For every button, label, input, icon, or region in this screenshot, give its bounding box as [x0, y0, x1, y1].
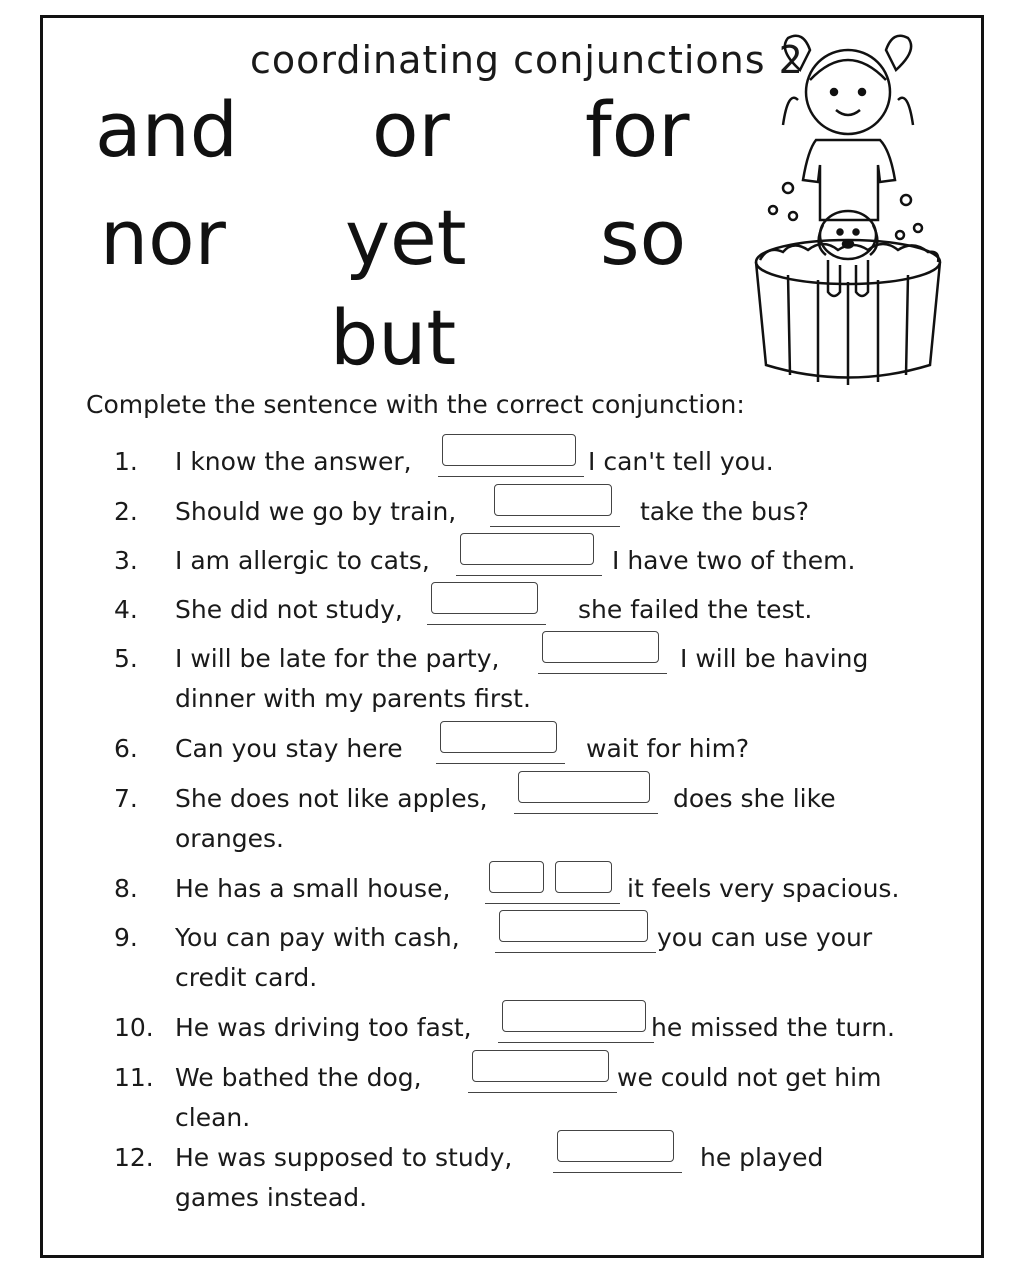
question-number: 10. [114, 1013, 154, 1042]
question-number: 1. [114, 447, 138, 476]
answer-box[interactable] [442, 434, 576, 466]
question-text-before: He was supposed to study, [175, 1143, 513, 1172]
question-number: 6. [114, 734, 138, 763]
answer-box[interactable] [518, 771, 650, 803]
question-number: 3. [114, 546, 138, 575]
question-text-before: She does not like apples, [175, 784, 488, 813]
question-number: 9. [114, 923, 138, 952]
answer-box[interactable] [499, 910, 648, 942]
conjunction-yet: yet [345, 193, 467, 282]
answer-box[interactable] [472, 1050, 609, 1082]
answer-box[interactable] [542, 631, 659, 663]
answer-underline [551, 903, 620, 904]
question-text-continued: dinner with my parents first. [175, 684, 531, 713]
question-text-continued: clean. [175, 1103, 251, 1132]
question-number: 12. [114, 1143, 154, 1172]
worksheet-title: coordinating conjunctions 2 [250, 38, 804, 82]
question-number: 5. [114, 644, 138, 673]
question-text-before: You can pay with cash, [175, 923, 460, 952]
question-text-continued: credit card. [175, 963, 318, 992]
question-text-after: he played [700, 1143, 824, 1172]
question-text-after: wait for him? [586, 734, 750, 763]
question-number: 4. [114, 595, 138, 624]
question-text-before: We bathed the dog, [175, 1063, 422, 1092]
question-text-after: he missed the turn. [651, 1013, 895, 1042]
question-text-before: I will be late for the party, [175, 644, 500, 673]
answer-box[interactable] [431, 582, 538, 614]
answer-underline [498, 1042, 654, 1043]
answer-underline [427, 624, 546, 625]
question-text-before: He was driving too fast, [175, 1013, 472, 1042]
conjunction-for: for [585, 85, 690, 174]
answer-box[interactable] [502, 1000, 646, 1032]
answer-underline [468, 1092, 617, 1093]
question-text-before: Should we go by train, [175, 497, 457, 526]
answer-underline [553, 1172, 682, 1173]
answer-underline [538, 673, 667, 674]
answer-underline [456, 575, 602, 576]
answer-underline [438, 476, 584, 477]
question-number: 2. [114, 497, 138, 526]
question-number: 11. [114, 1063, 154, 1092]
answer-box[interactable] [555, 861, 612, 893]
conjunction-nor: nor [100, 193, 226, 282]
question-text-after: you can use your [657, 923, 873, 952]
question-number: 8. [114, 874, 138, 903]
question-text-after: I will be having [680, 644, 869, 673]
answer-box[interactable] [494, 484, 612, 516]
question-text-before: Can you stay here [175, 734, 403, 763]
answer-underline [514, 813, 658, 814]
answer-box[interactable] [440, 721, 557, 753]
question-text-continued: oranges. [175, 824, 284, 853]
answer-underline [490, 526, 620, 527]
answer-box[interactable] [489, 861, 544, 893]
conjunction-but: but [330, 293, 457, 382]
question-number: 7. [114, 784, 138, 813]
conjunction-and: and [95, 85, 238, 174]
question-text-after: she failed the test. [578, 595, 813, 624]
answer-underline [495, 952, 656, 953]
conjunction-or: or [372, 85, 450, 174]
question-text-before: I know the answer, [175, 447, 412, 476]
question-text-after: I have two of them. [612, 546, 856, 575]
question-text-after: we could not get him [617, 1063, 882, 1092]
instruction-text: Complete the sentence with the correct conjunction: [86, 390, 745, 419]
question-text-before: He has a small house, [175, 874, 451, 903]
question-text-before: I am allergic to cats, [175, 546, 430, 575]
answer-box[interactable] [460, 533, 594, 565]
answer-box[interactable] [557, 1130, 674, 1162]
question-text-after: does she like [673, 784, 836, 813]
conjunction-so: so [600, 193, 687, 282]
girl-bathing-dog-icon [748, 30, 948, 390]
answer-underline [436, 763, 565, 764]
question-text-after: I can't tell you. [588, 447, 774, 476]
answer-underline [485, 903, 552, 904]
question-text-after: take the bus? [640, 497, 810, 526]
question-text-continued: games instead. [175, 1183, 368, 1212]
question-text-before: She did not study, [175, 595, 403, 624]
question-text-after: it feels very spacious. [627, 874, 900, 903]
